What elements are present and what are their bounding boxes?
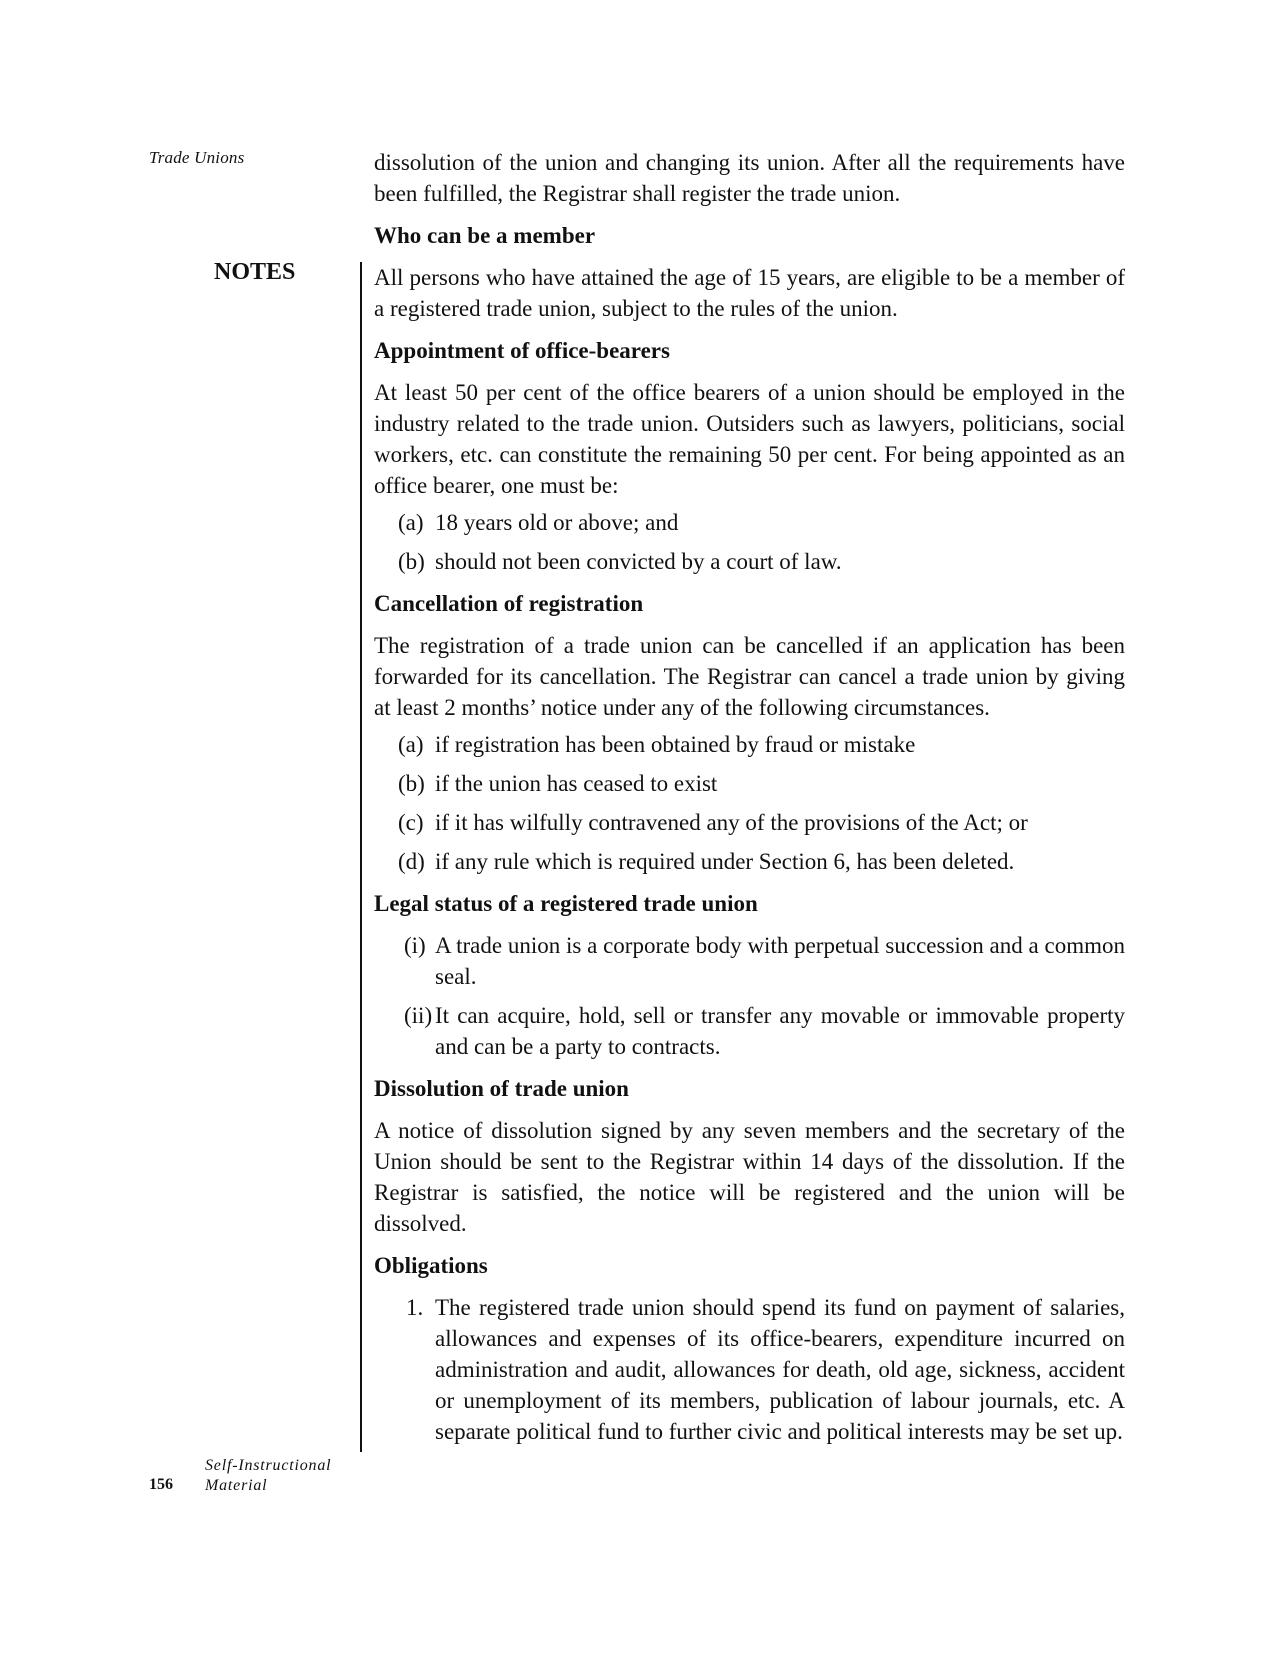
heading-legal-status: Legal status of a registered trade union	[374, 891, 758, 916]
paragraph-dissolution: A notice of dissolution signed by any seven members and the secretary of the Union should be sent to the Registrar within 14 days of the dissolution. If the Registrar is satisfied, the notice will be registered and the union will be dissolved.	[374, 1118, 1125, 1236]
list-text: if any rule which is required under Section 6, has been deleted.	[435, 849, 1015, 874]
list-text: if registration has been obtained by fraud or mistake	[435, 732, 916, 757]
paragraph-cancellation: The registration of a trade union can be cancelled if an application has been forwarded for its cancellation. The Registrar can cancel a trade union by giving at least 2 months’ notice under any of the following circumstances.	[374, 633, 1125, 720]
list-marker: (c)	[398, 810, 424, 835]
footer-line-1: Self-Instructional	[205, 1457, 332, 1474]
paragraph-office-bearers: At least 50 per cent of the office bearers of a union should be employed in the industry related to the trade union. Outsiders such as lawyers, politicians, social workers, etc. can constitute the remaining 50 per cent. For being appointed as an office bearer, one must be:	[374, 380, 1125, 498]
footer-self-instructional	[205, 1456, 331, 1496]
heading-who-can-be-member: Who can be a member	[374, 223, 596, 248]
paragraph-member: All persons who have attained the age of 15 years, are eligible to be a member of a registered trade union, subject to the rules of the union.	[374, 265, 1125, 321]
list-text: It can acquire, hold, sell or transfer any movable or immovable property and can be a party to contracts.	[435, 1003, 1125, 1059]
list-text: should not been convicted by a court of law.	[435, 549, 842, 574]
list-item	[374, 930, 1125, 992]
list-marker: (d)	[398, 849, 425, 874]
intro-paragraph: dissolution of the union and changing its union. After all the requirements have been fulfilled, the Registrar shall register the trade union.	[374, 150, 1125, 206]
legal-status-list	[374, 930, 1125, 1062]
footer-line-2: Material	[205, 1477, 268, 1494]
heading-office-bearers: Appointment of office-bearers	[374, 338, 670, 363]
list-text: A trade union is a corporate body with perpetual succession and a common seal.	[435, 933, 1125, 989]
list-marker: (b)	[398, 549, 425, 574]
list-marker: (a)	[398, 510, 424, 535]
list-item	[374, 807, 1125, 838]
list-marker: (ii)	[404, 1003, 433, 1028]
main-content	[374, 147, 1125, 1455]
heading-obligations: Obligations	[374, 1253, 488, 1278]
list-item	[374, 546, 1125, 577]
list-marker: (b)	[398, 771, 425, 796]
list-marker: (i)	[404, 933, 426, 958]
list-marker: 1.	[406, 1295, 424, 1320]
list-marker: (a)	[398, 732, 424, 757]
list-item	[374, 768, 1125, 799]
cancellation-circumstances-list	[374, 729, 1125, 877]
list-text: if the union has ceased to exist	[435, 771, 718, 796]
office-bearer-criteria-list	[374, 507, 1125, 577]
list-item	[374, 1292, 1125, 1447]
list-item	[374, 729, 1125, 760]
heading-cancellation: Cancellation of registration	[374, 591, 644, 616]
obligations-list	[374, 1292, 1125, 1447]
list-text: if it has wilfully contravened any of the provisions of the Act; or	[435, 810, 1028, 835]
notes-label: NOTES	[214, 259, 296, 285]
list-text: 18 years old or above; and	[435, 510, 679, 535]
running-head: Trade Unions	[149, 148, 245, 167]
list-text: The registered trade union should spend its fund on payment of salaries, allowances and expenses of its office-bearers, expenditure incurred on administration and audit, allowances for death, old age, sickness, accident or unemployment of its members, publication of labour journals, etc. A separate political fund to further civic and political interests may be set up.	[435, 1295, 1125, 1444]
list-item	[374, 1000, 1125, 1062]
list-item	[374, 846, 1125, 877]
list-item	[374, 507, 1125, 538]
page-number: 156	[149, 1476, 173, 1493]
margin-rule	[360, 262, 362, 1452]
heading-dissolution: Dissolution of trade union	[374, 1076, 629, 1101]
